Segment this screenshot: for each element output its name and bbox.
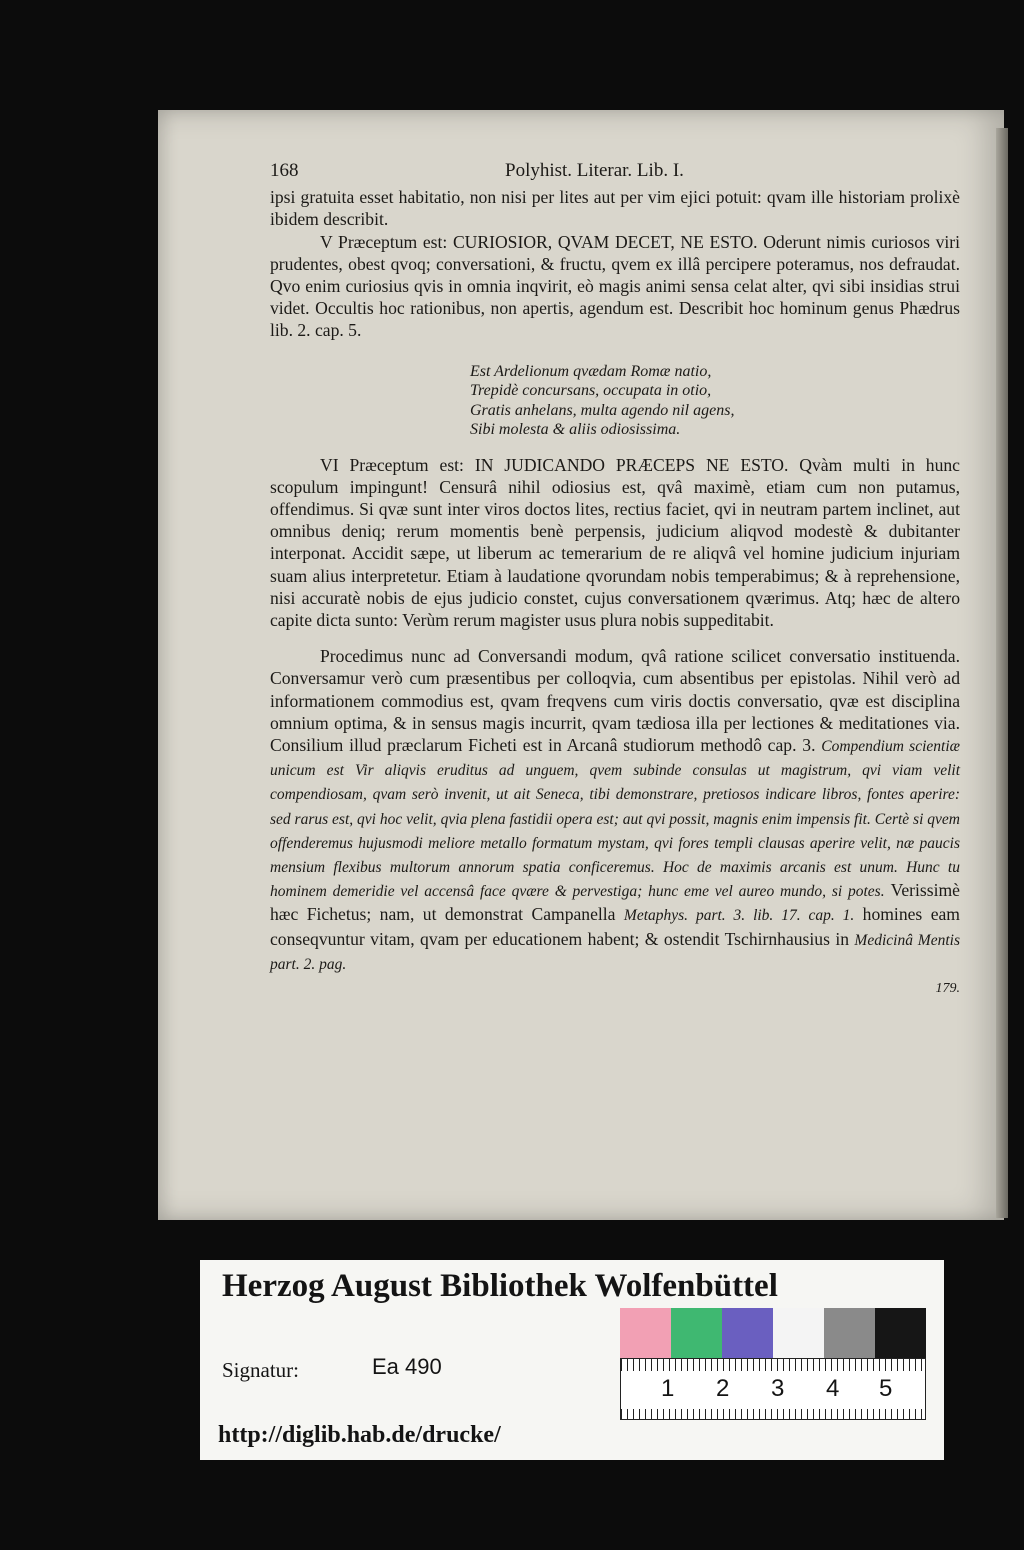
color-calibration-strip	[620, 1308, 926, 1358]
page-edge	[996, 128, 1008, 1218]
catchword: 179.	[935, 981, 960, 997]
page-header	[270, 160, 960, 182]
verse-line: Trepidè concursans, occupata in otio,	[470, 382, 712, 400]
library-label-card	[200, 1260, 944, 1460]
running-title: Polyhist. Literar. Lib. I.	[505, 160, 684, 181]
ruler-number: 4	[826, 1375, 840, 1402]
page-number: 168	[270, 160, 299, 181]
color-swatch	[671, 1308, 722, 1358]
ruler-number: 5	[879, 1375, 893, 1402]
color-swatch	[824, 1308, 875, 1358]
signatur-label: Signatur:	[222, 1358, 299, 1382]
library-name: Herzog August Bibliothek Wolfenbüttel	[222, 1268, 778, 1304]
reference: Medicinâ Mentis part. 2. pag.	[270, 931, 960, 973]
fichetus-quote: Compendium scientiæ unicum est Vir aliqvis eruditus ad unguem, qvem subinde consulas ut magistrum, qvi viam velit compendiosam, qvam serò invenit, ut ait Seneca, tibi demonstrare, pretiosos indicare libros, fontes aperire: sed rarus est, qvi hoc velit, qvia plena fastidii opera est; aut qvi possit, magnis enim impensis fit. Certè si qvem offenderemus hujusmodi meliore metallo formatum mystam, qvi fores templi clausas aperire velit, næ paucis mensium flexibus multorum annorum spatia conficeremus. Hoc de maximis arcanis est unum. Hunc tu hominem demeridie vel accensâ face qvære & pervestiga; hunc eme vel aureo mundo, si potes.	[270, 738, 960, 901]
verse-line: Sibi molesta & aliis odiosissima.	[470, 421, 681, 439]
ruler-number: 1	[661, 1375, 675, 1402]
ruler-number: 2	[716, 1375, 730, 1402]
signatur-value: Ea 490	[372, 1354, 442, 1379]
verse-block	[470, 362, 960, 440]
ruler-number: 3	[771, 1375, 785, 1402]
color-swatch	[722, 1308, 773, 1358]
paragraph-precept-6: VI Præceptum est: IN JUDICANDO PRÆCEPS NE ESTO. Qvàm multi in hunc scopulum impingunt! Censurâ nihil odiosius est, qvâ maximè, etiam cum non putamus, offendimus. Si qvæ sunt inter viros doctos lites, rectius faciet, qvi in neutram partem inclinet, aut omnibus deniq; rerum momentis benè perpensis, judicium aliqvod modestè & dubitanter interponat. Accidit sæpe, ut liberum ac temerarium de re aliqvâ vel homine judicium injuriam suam alius interpretetur. Etiam à laudatione qvorundam nobis temperabimus; & à reprehensione, nisi accuratè nobis de ejus judicio constet, cujus conversationem qværimus. Atq; hæc de altero capite dicta sunto: Verùm rerum magister usus plura nobis suppeditabit.	[270, 454, 960, 631]
reference: Metaphys. part. 3. lib. 17. cap. 1.	[623, 907, 855, 925]
opening-lines: ipsi gratuita esset habitatio, non nisi per lites aut per vim ejici potuit: qvam ille historiam prolixè ibidem describit.	[270, 187, 960, 230]
paragraph-text: homines eam conseqvuntur vitam, qvam per educationem habent; & ostendit Tschirnhausius in	[270, 904, 960, 949]
verse-line: Gratis anhelans, multa agendo nil agens,	[470, 401, 735, 419]
library-url: http://diglib.hab.de/drucke/	[218, 1422, 501, 1448]
paragraph-precept-5: V Præceptum est: CURIOSIOR, QVAM DECET, NE ESTO. Oderunt nimis curiosos viri prudentes, obest qvoq; conversationi, & fructu, qvem ex illâ percipere poteramus, nos defraudat. Qvo enim curiosius qvis in omnia inqvirit, eò magis animi sensa celat alter, qvi sibi insidias strui videt. Occultis hoc rationibus, non apertis, agendum est. Describit hoc hominum genus Phædrus lib. 2. cap. 5.	[270, 231, 960, 341]
page-text	[270, 160, 960, 1000]
color-swatch	[773, 1308, 824, 1358]
color-swatch	[620, 1308, 671, 1358]
paragraph-conversation	[270, 645, 960, 976]
verse-line: Est Ardelionum qvædam Romæ natio,	[470, 362, 712, 380]
scale-ruler	[620, 1358, 926, 1420]
paragraph-text: Procedimus nunc ad Conversandi modum, qvâ ratione scilicet conversatio instituenda. Conversamur verò cum præsentibus per colloqvia, cum absentibus per epistolas. Nihil verò ad informationem commodius est, qvam freqvens cum viris doctis conversatio, qvæ est disciplina omnium optima, & in sensus magis incurrit, qvam tædiosa illa per lectiones & meditationes via. Consilium illud præclarum Ficheti est in Arcanâ studiorum methodô cap. 3.	[270, 646, 960, 756]
color-swatch	[875, 1308, 926, 1358]
paragraph-text: Verissimè hæc Fichetus; nam, ut demonstrat Campanella	[270, 880, 960, 925]
